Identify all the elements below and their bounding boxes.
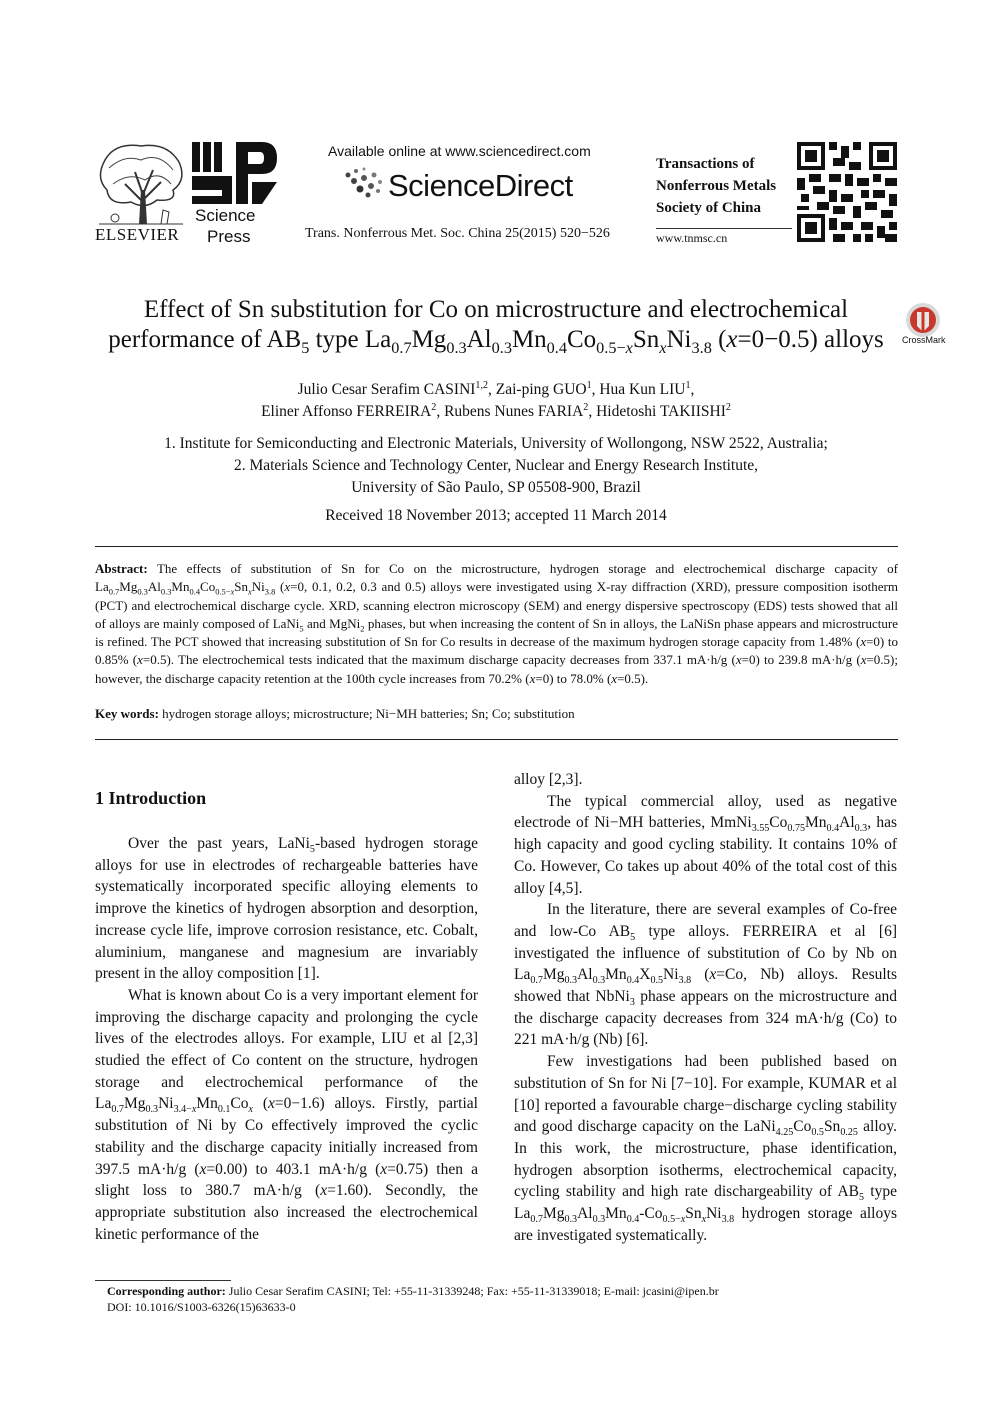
right-column	[514, 769, 897, 1246]
received-dates: Received 18 November 2013; accepted 11 March 2014	[325, 507, 667, 524]
paragraph-continued: alloy [2,3].	[514, 771, 583, 788]
journal-citation: Trans. Nonferrous Met. Soc. China 25(2015) 520−526	[305, 226, 610, 241]
crossmark-label: CrossMark	[902, 335, 946, 345]
science-press-logo	[192, 142, 277, 204]
section-heading-introduction: 1 Introduction	[95, 788, 207, 808]
abstract-top-rule	[95, 546, 898, 547]
publisher-name: ELSEVIER	[95, 225, 180, 244]
footnote: Corresponding author: Julio Cesar Serafim CASINI; Tel: +55-11-31339248; Fax: +55-11-31339018; E-mail: jcasini@ipen.br DOI: 10.1016/S1003-6326(15)63633-0	[107, 1284, 719, 1314]
journal-url: www.tnmsc.cn	[656, 231, 728, 245]
paragraph: What is known about Co is a very important element for improving the discharge capacity and prolonging the cycle lives of the electrodes alloys. For example, LIU et al [2,3] studied the effect of Co content on the structure, hydrogen storage and electrochemical performance of the $La_{0.7}Mg_{0.3}Ni_{3.4-x}Mn_{0.1}Co_x$ (x=0−1.6) alloys. Firstly, partial substitution of Ni by Co effectively improved the cyclic stability and the discharge capacity initially increased from 397.5 mA·h/g (x=0.00) to 403.1 mA·h/g (x=0.75) then a slight loss to 380.7 mA·h/g (x=1.60). Secondly, the appropriate substitution also increased the electrochemical kinetic performance of the	[95, 986, 479, 1243]
author-list: Julio Cesar Serafim CASINI$^{1,2}$, Zai-ping GUO$^1$, Hua Kun LIU$^1$, Eliner Affonso FERREIRA$^2$, Rubens Nunes FARIA$^2$, Hidetoshi TAKIISHI$^2$	[261, 379, 731, 420]
journal-title: Transactions of Nonferrous Metals Society of China	[656, 156, 777, 216]
sciencedirect-brand: ScienceDirect	[388, 168, 573, 203]
sciencedirect-dots-icon	[342, 165, 384, 199]
affiliations: 1. Institute for Semiconducting and Electronic Materials, University of Wollongong, NSW 2522, Australia; 2. Materials Science and Technology Center, Nuclear and Energy Research Institute, University of São Paulo, SP 05508-900, Brazil	[164, 435, 828, 496]
paragraph: The typical commercial alloy, used as negative electrode of Ni−MH batteries, $MmNi_{3.55}Co_{0.75}Mn_{0.4}Al_{0.3}$, has high capacity and good cycling stability. It contains 10% of Co. However, Co takes up about 40% of the total cost of this alloy [4,5].	[514, 792, 897, 897]
qr-code-icon	[797, 142, 897, 242]
available-online: Available online at www.sciencedirect.com	[328, 143, 591, 159]
paragraph: Over the past years, LaNi$_5$-based hydrogen storage alloys for use in electrodes of rechargeable batteries have systematically incorporated specific alloying elements to improve the kinetics of hydrogen absorption and desorption, increase cycle life, improve corrosion resistance, etc. Cobalt, aluminium, manganese and magnesium are invariably present in the alloy composition [1].	[95, 835, 478, 983]
paragraph: In the literature, there are several examples of Co-free and low-Co $AB_5$ type alloys. FERREIRA et al [6] investigated the influence of substitution of Co by Nb on $La_{0.7}Mg_{0.3}Al_{0.3}Mn_{0.4}X_{0.5}Ni_{3.8}$ (x=Co, Nb) alloys. Results showed that NbNi$_3$ phase appears on the microstructure and the discharge capacity decreases from 324 mA·h/g (Co) to 221 mA·h/g (Nb) [6].	[514, 901, 898, 1049]
footnote-rule	[95, 1280, 231, 1281]
science-press-label: Science Press	[195, 206, 256, 246]
journal-divider	[656, 228, 792, 229]
abstract-bottom-rule	[95, 739, 898, 740]
paragraph: Few investigations had been published based on substitution of Sn for Ni [7−10]. For example, KUMAR et al [10] reported a favourable charge−discharge cycling stability and good discharge capacity on the $LaNi_{4.25}Co_{0.5}Sn_{0.25}$ alloy. In this work, the microstructure, phase identification, hydrogen absorption isotherms, electrochemical capacity, cycling stability and high rate dischargeability of $AB_5$ type $La_{0.7}Mg_{0.3}Al_{0.3}Mn_{0.4}-Co_{0.5-x}Sn_xNi_{3.8}$ hydrogen storage alloys are investigated systematically.	[514, 1053, 897, 1244]
abstract: Abstract: The effects of substitution of Sn for Co on the microstructure, hydrogen storage and electrochemical discharge capacity of $La_{0.7}Mg_{0.3}Al_{0.3}Mn_{0.4}Co_{0.5-x}Sn_xNi_{3.8}$ (x=0, 0.1, 0.2, 0.3 and 0.5) alloys were investigated using X-ray diffraction (XRD), pressure composition isotherm (PCT) and electrochemical discharge cycle. XRD, scanning electron microscopy (SEM) and energy dispersive spectroscopy (EDS) tests showed that all of alloys are mainly composed of LaNi$_5$ and MgNi$_2$ phases, but when increasing the content of Sn in alloys, the LaNiSn phase appears and microstructure is refined. The PCT showed that increasing substitution of Sn for Co results in decrease of the maximum hydrogen storage capacity from 1.48% (x=0) to 0.85% (x=0.5). The electrochemical tests indicated that the maximum discharge capacity decreases from 337.1 mA·h/g (x=0) to 239.8 mA·h/g (x=0.5); however, the discharge capacity retention at the 100th cycle increases from 70.2% (x=0) to 78.0% (x=0.5).	[95, 561, 898, 686]
keywords: Key words: hydrogen storage alloys; microstructure; Ni−MH batteries; Sn; Co; substitution	[95, 706, 575, 721]
paper-title: Effect of Sn substitution for Co on microstructure and electrochemical performance of $AB_5$ type $La_{0.7}Mg_{0.3}Al_{0.3}Mn_{0.4}Co_{0.5-x}Sn_xNi_{3.8}$ (x=0−0.5) alloys	[96, 295, 896, 355]
paper-title-line2: performance of $AB_5$ type $La_{0.7}Mg_{0.3}Al_{0.3}Mn_{0.4}Co_{0.5-x}Sn_xNi_{3.8}$ (x=0−0.5) alloys	[108, 326, 884, 357]
left-column	[95, 833, 478, 1245]
